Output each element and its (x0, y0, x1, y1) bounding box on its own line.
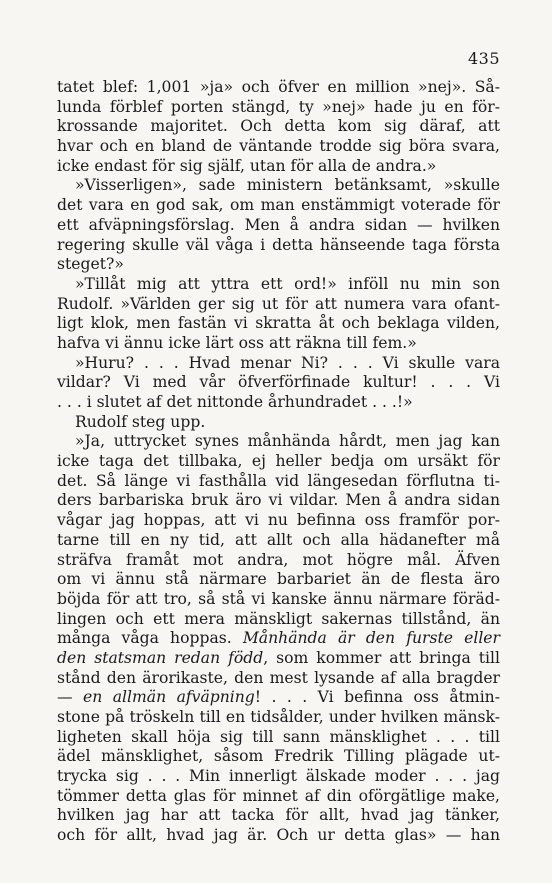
text-segment: Rudolf steg upp. (75, 412, 206, 431)
text-segment: hvilken jag har att tacka för allt, hvad jag tänker, (57, 806, 500, 825)
text-segment: hafva vi ännu icke lärt oss att räkna till fem.» (57, 333, 417, 352)
text-line (57, 176, 500, 196)
text-segment: »Tillåt mig att yttra ett ord!» inföll nu min son (75, 274, 500, 293)
text-segment: sträfva framåt mot andra, mot högre mål. Äfven (57, 550, 500, 569)
text-line (57, 688, 500, 708)
text-line (57, 472, 500, 492)
text-line (57, 452, 500, 472)
text-segment: böjda för att tro, så stå vi kanske ännu närmare föräd- (57, 589, 500, 608)
text-line (57, 728, 500, 748)
text-line (57, 610, 500, 630)
text-segment: ligheten skall höja sig till sann mänsklighet . . . till (57, 727, 500, 746)
body-text (57, 78, 500, 846)
text-segment: icke taga det tillbaka, ej heller bedja om ursäkt för (57, 452, 500, 471)
text-segment: steget?» (57, 255, 124, 274)
text-line (57, 393, 500, 413)
text-line (57, 669, 500, 689)
text-line (57, 373, 500, 393)
text-segment: det vara en god sak, om man enstämmigt voterade för (57, 196, 500, 215)
text-segment: om vi ännu stå närmare barbariet än de flesta äro (57, 570, 500, 589)
text-line (57, 117, 500, 137)
text-line (57, 491, 500, 511)
text-segment: — (57, 688, 84, 707)
text-line (57, 432, 500, 452)
text-segment: »Visserligen», sade ministern betänksamt, »skulle (75, 176, 500, 195)
text-line (57, 236, 500, 256)
text-segment: regering skulle väl våga i detta hänseende taga första (57, 235, 500, 254)
text-segment: tarne till en ny tid, att allt och alla hädanefter må (57, 530, 500, 549)
text-line (57, 767, 500, 787)
text-segment: . . . i slutet af det nittonde århundradet . . .!» (57, 393, 413, 411)
text-line (57, 78, 500, 98)
text-line (57, 275, 500, 295)
text-segment: och för allt, hvad jag är. Och ur detta glas» — han (57, 826, 500, 845)
text-line (57, 314, 500, 334)
text-line (57, 98, 500, 118)
text-line (57, 334, 500, 354)
text-segment: krossande majoritet. Och detta kom sig däraf, att (57, 117, 500, 136)
text-line (57, 826, 500, 846)
text-segment: många våga hoppas. (57, 629, 243, 648)
text-line (57, 354, 500, 374)
text-line (57, 570, 500, 590)
text-line (57, 708, 500, 728)
text-line (57, 413, 500, 433)
italic-text: en allmän afväpning (83, 688, 255, 707)
page-number: 435 (467, 49, 500, 68)
text-line (57, 806, 500, 826)
text-segment: stone på tröskeln till en tidsålder, under hvilken mänsk- (57, 708, 500, 726)
text-segment: tatet blef: 1,001 »ja» och öfver en million »nej». Så- (57, 78, 500, 96)
text-segment: ädel mänsklighet, såsom Fredrik Tilling plägade ut- (57, 747, 500, 766)
text-segment: tömmer detta glas för minnet af din oförgätlige make, (57, 786, 500, 805)
text-segment: vågar jag hoppas, att vi nu befinna oss framför por- (57, 511, 500, 530)
text-line (57, 511, 500, 531)
text-segment: stånd den ärorikaste, den mest lysande af alla bragder (57, 668, 500, 687)
text-segment: lingen och ett mera mänskligt sakernas tillstånd, än (57, 609, 500, 628)
italic-text: den statsman redan född (57, 648, 264, 667)
text-line (57, 649, 500, 669)
text-segment: , som kommer att bringa till (263, 648, 500, 667)
text-segment: ders barbariska bruk äro vi vildar. Men å andra sidan (57, 491, 500, 510)
text-line (57, 255, 500, 275)
text-line (57, 196, 500, 216)
text-segment: ett afväpningsförslag. Men å andra sidan — hvilken (57, 215, 500, 234)
text-segment: ! . . . Vi befinna oss åtmin- (254, 688, 500, 707)
text-line (57, 137, 500, 157)
text-line (57, 551, 500, 571)
text-segment: hvar och en bland de väntande trodde sig böra svara, (57, 137, 500, 156)
text-line (57, 216, 500, 236)
italic-text: Månhända är den furste eller (242, 629, 500, 648)
text-segment: »Huru? . . . Hvad menar Ni? . . . Vi skulle vara (75, 353, 500, 372)
text-segment: vildar? Vi med vår öfverförfinade kultur! . . . Vi (57, 373, 500, 392)
text-segment: icke endast för sig själf, utan för alla de andra.» (57, 156, 437, 175)
text-segment: det. Så länge vi fasthålla vid längesedan förflutna ti- (57, 471, 500, 490)
text-segment: ligt klok, men fastän vi skratta åt och beklaga vilden, (57, 314, 500, 333)
text-line (57, 747, 500, 767)
text-line (57, 295, 500, 315)
text-line (57, 629, 500, 649)
text-line (57, 590, 500, 610)
text-segment: trycka sig . . . Min innerligt älskade moder . . . jag (57, 767, 500, 786)
text-line (57, 787, 500, 807)
text-line (57, 531, 500, 551)
text-segment: Rudolf. »Världen ger sig ut för att numera vara ofant- (57, 294, 500, 313)
text-line (57, 157, 500, 177)
text-segment: »Ja, uttrycket synes månhända hårdt, men jag kan (75, 432, 500, 451)
text-segment: lunda förblef porten stängd, ty »nej» hade ju en för- (57, 97, 500, 116)
